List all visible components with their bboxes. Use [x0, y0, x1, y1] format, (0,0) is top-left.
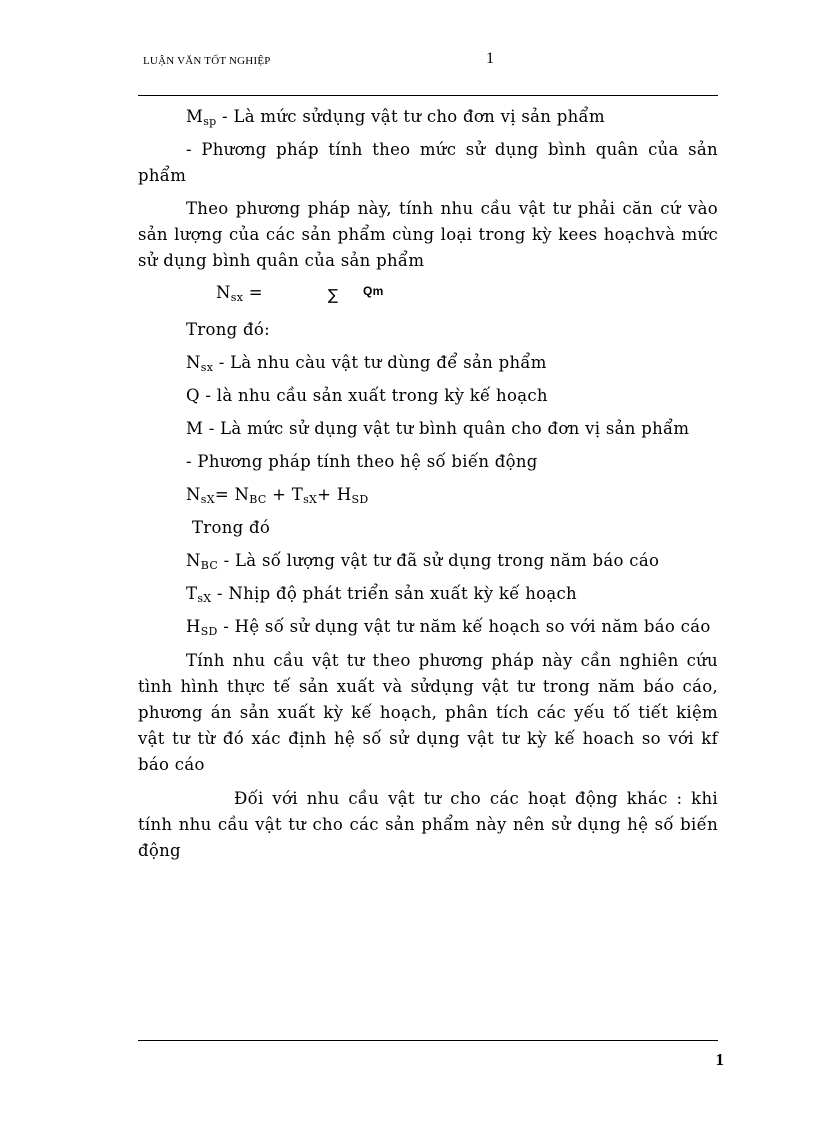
- q-definition: Q - là nhu cầu sản xuất trong kỳ kế hoạch: [186, 386, 548, 405]
- formula-nsx: [138, 280, 718, 310]
- header-title: LUẬN VĂN TỐT NGHIỆP: [143, 55, 271, 67]
- hsd-definition: $H_{SD}$ - Hệ số sử dụng vật tư năm kế hoạch so với năm báo cáo: [186, 617, 711, 638]
- header-page-number: 1: [486, 50, 494, 67]
- msp-definition: $M_{sp}$ - Là mức sửdụng vật tư cho đơn vị sản phẩm: [186, 107, 605, 128]
- method-coefficient-heading: - Phương pháp tính theo hệ số biến động: [186, 452, 538, 471]
- formula-nsx-coefficient: $N_{sX}= N_{BC} + T_{sX}+ H_{SD}$: [186, 485, 369, 506]
- tsx-definition: $T_{sX}$ - Nhịp độ phát triển sản xuất kỳ kế hoạch: [186, 584, 577, 605]
- document-body: [138, 104, 718, 864]
- paragraph-tinh: Tính nhu cầu vật tư theo phương pháp này cần nghiên cứu tình hình thực tế sản xuất và sửdụng vật tư trong năm báo cáo, phương án sản xuất kỳ kế hoạch, phân tích các yếu tố tiết kiệm vật tư từ đó xác định hệ số sử dụng vật tư kỳ kế hoach so với kf báo cáo: [138, 651, 718, 774]
- formula-rhs: Qm: [363, 284, 384, 298]
- paragraph-theo: Theo phương pháp này, tính nhu cầu vật tư phải căn cứ vào sản lượng của các sản phẩm cùng loại trong kỳ kees hoạchvà mức sử dụng bình quân của sản phẩm: [138, 199, 718, 270]
- trong-do-label: Trong đó:: [186, 320, 271, 339]
- formula-lhs: $N_{sx}$ =: [216, 283, 263, 304]
- m-definition: M - Là mức sử dụng vật tư bình quân cho đơn vị sản phẩm: [186, 419, 690, 438]
- footer-page-number: 1: [715, 1050, 724, 1069]
- nsx-definition: $N_{sx}$ - Là nhu càu vật tư dùng để sản phẩm: [186, 353, 547, 374]
- paragraph-doi: Đối với nhu cầu vật tư cho các hoạt động khác : khi tính nhu cầu vật tư cho các sản phẩm này nên sử dụng hệ số biến động: [138, 789, 718, 860]
- nbc-definition: $N_{BC}$ - Là số lượng vật tư đã sử dụng trong năm báo cáo: [186, 551, 660, 572]
- header-divider: [138, 95, 718, 96]
- trong-do-label-2: Trong đó: [192, 518, 271, 537]
- sum-symbol: ∑: [328, 286, 339, 304]
- method-average-heading: - Phương pháp tính theo mức sử dụng bình quân của sản phẩm: [138, 140, 718, 185]
- footer-divider: [138, 1040, 718, 1041]
